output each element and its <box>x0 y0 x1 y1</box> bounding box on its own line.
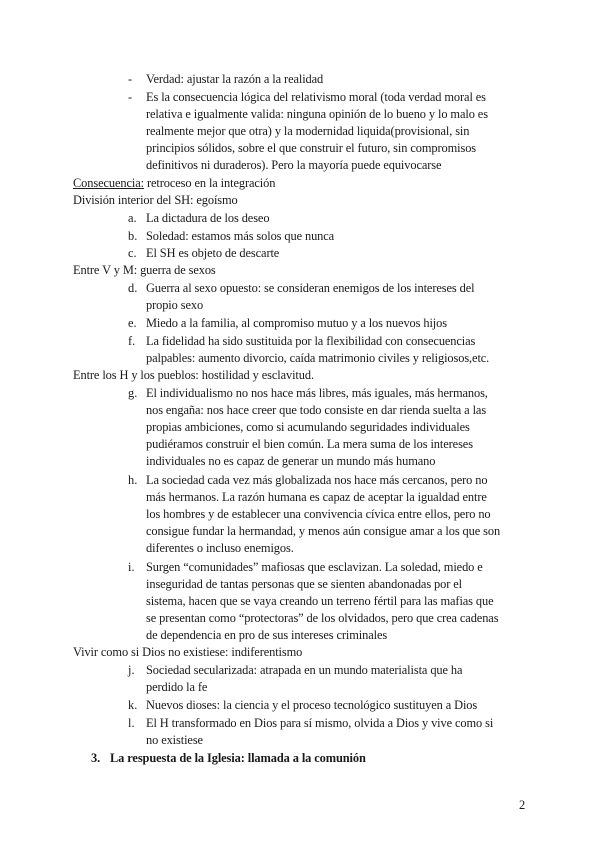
item-j-line: perdido la fe <box>146 680 208 694</box>
bullet-dash-2-line: relativa e igualmente valida: ninguna opinión de lo bueno y lo malo es <box>146 107 488 121</box>
item-b-line: Soledad: estamos más solos que nunca <box>146 229 335 243</box>
item-c-line: El SH es objeto de descarte <box>146 246 280 260</box>
item-b-marker: b. <box>128 229 138 243</box>
item-k-line: Nuevos dioses: la ciencia y el proceso tecnológico sustituyen a Dios <box>146 698 478 712</box>
heading-3-title: La respuesta de la Iglesia: llamada a la comunión <box>110 751 366 765</box>
item-h-line: más hermanos. La razón humana es capaz de aceptar la igualdad entre <box>146 490 487 504</box>
bullet-dash-2-line: definitivos ni duraderos). Pero la mayoría puede equivocarse <box>146 158 442 172</box>
item-k-marker: k. <box>128 698 138 712</box>
consecuencia-text: retroceso en la integración <box>143 176 276 190</box>
item-f-marker: f. <box>128 334 136 348</box>
item-g-marker: g. <box>128 386 138 400</box>
item-l-line: no existiese <box>146 733 203 747</box>
bullet-dash-2-line: realmente mejor que otra) y la modernidad liquida(provisional, sin <box>146 124 470 138</box>
item-d-line: propio sexo <box>146 298 204 312</box>
bullet-dash-1-line: Verdad: ajustar la razón a la realidad <box>146 72 324 86</box>
item-f-line: La fidelidad ha sido sustituida por la flexibilidad con consecuencias <box>146 334 476 348</box>
item-h-marker: h. <box>128 473 138 487</box>
section-vivir: Vivir como si Dios no existiese: indiferentismo <box>73 645 303 659</box>
item-c-marker: c. <box>128 246 137 260</box>
bullet-dash-2-line: principios sólidos, sobre el que construir el futuro, sin compromisos <box>146 141 477 155</box>
bullet-dash-2-line: Es la consecuencia lógica del relativismo moral (toda verdad moral es <box>146 90 486 104</box>
item-e-marker: e. <box>128 316 137 330</box>
item-d-line: Guerra al sexo opuesto: se consideran enemigos de los intereses del <box>146 281 475 295</box>
item-a-marker: a. <box>128 211 137 225</box>
item-h-line: consigue fundar la hermandad, y menos aún consigue amar a los que son <box>146 524 501 538</box>
section-division: División interior del SH: egoísmo <box>73 193 238 207</box>
bullet-dash-1-marker: - <box>128 72 133 86</box>
item-g-line: propias ambiciones, como si acumulando seguridades individuales <box>146 420 470 434</box>
item-l-line: El H transformado en Dios para sí mismo, olvida a Dios y vive como si <box>146 716 494 730</box>
item-a-line: La dictadura de los deseo <box>146 211 270 225</box>
item-l-marker: l. <box>128 716 135 730</box>
consecuencia-label: Consecuencia: <box>73 176 144 190</box>
item-g-line: El individualismo no nos hace más libres, más iguales, más hermanos, <box>146 386 488 400</box>
item-g-line: pudiéramos construir el bien común. La mera suma de los intereses <box>146 437 473 451</box>
heading-3-marker: 3. <box>91 751 101 765</box>
item-j-marker: j. <box>128 663 135 677</box>
item-j-line: Sociedad secularizada: atrapada en un mundo materialista que ha <box>146 663 463 677</box>
item-i-line: sistema, hacen que se vaya creando un terreno fértil para las mafias que <box>146 594 494 608</box>
item-i-line: de dependencia en pro de sus intereses criminales <box>146 628 388 642</box>
item-i-line: Surgen “comunidades” mafiosas que esclavizan. La soledad, miedo e <box>146 560 483 574</box>
item-g-line: nos engaña: nos hace creer que todo consiste en dar rienda suelta a las <box>146 403 487 417</box>
item-i-line: se presentan como “protectoras” de los olvidados, pero que crea cadenas <box>146 611 499 625</box>
item-i-line: inseguridad de tantas personas que se sienten abandonadas por el <box>146 577 462 591</box>
bullet-dash-2-marker: - <box>128 90 133 104</box>
item-h-line: diferentes o incluso enemigos. <box>146 541 294 555</box>
item-g-line: individuales no es capaz de generar un mundo más humano <box>146 454 436 468</box>
item-h-line: los hombres y de establecer una convivencia cívica entre ellos, pero no <box>146 507 491 521</box>
item-e-line: Miedo a la familia, al compromiso mutuo y a los nuevos hijos <box>146 316 447 330</box>
page-number: 2 <box>519 798 526 812</box>
item-d-marker: d. <box>128 281 138 295</box>
item-h-line: La sociedad cada vez más globalizada nos hace más cercanos, pero no <box>146 473 488 487</box>
item-f-line: palpables: aumento divorcio, caída matrimonio civiles y religiosos,etc. <box>146 351 490 365</box>
consecuencia-line <box>73 175 275 192</box>
section-entre-vm: Entre V y M: guerra de sexos <box>73 263 216 277</box>
item-i-marker: i. <box>128 560 135 574</box>
section-entre-pueblos: Entre los H y los pueblos: hostilidad y esclavitud. <box>73 368 314 382</box>
